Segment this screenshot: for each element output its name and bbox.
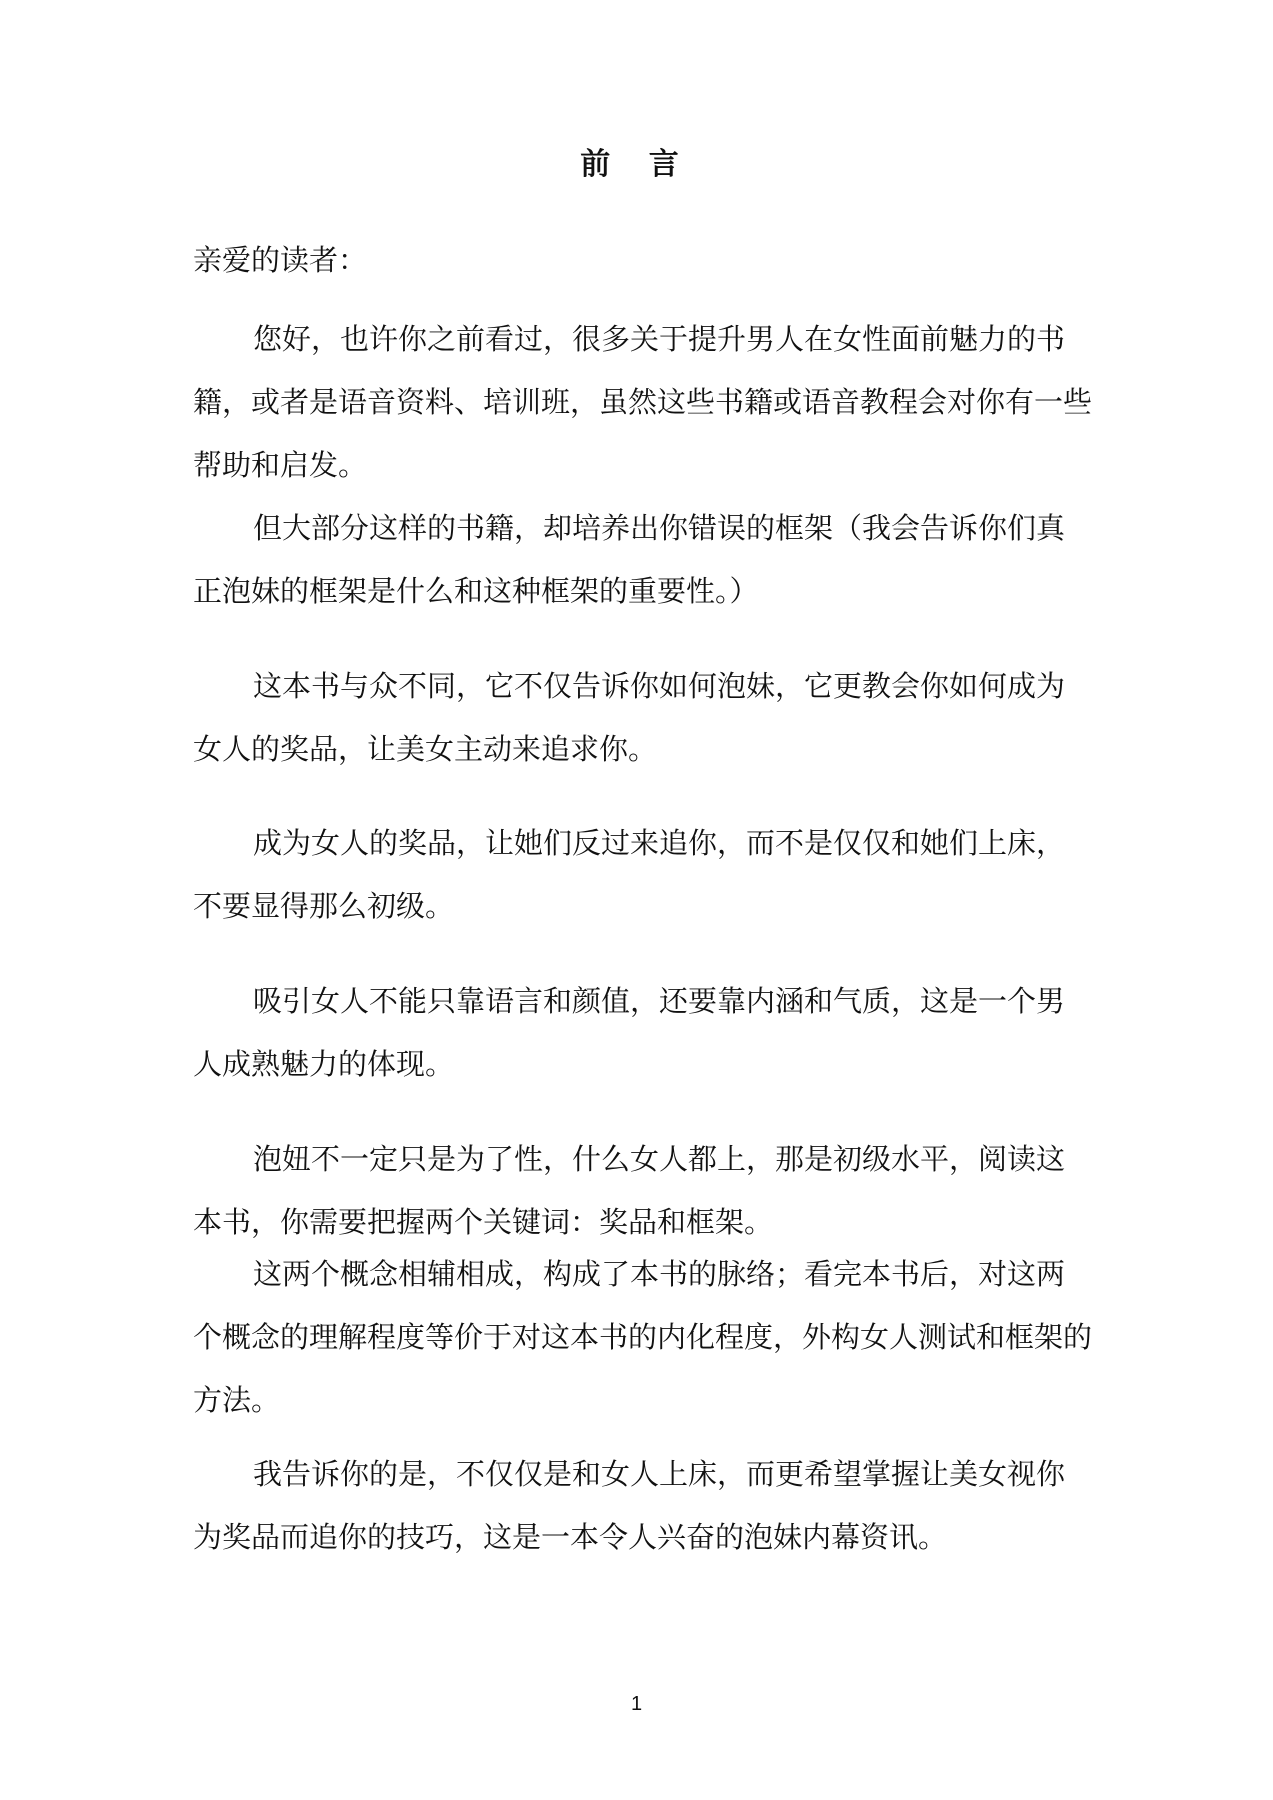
- paragraph-4: 成为女人的奖品，让她们反过来追你，而不是仅仅和她们上床，不要显得那么初级。: [193, 826, 1066, 923]
- page-number: 1: [630, 1693, 643, 1715]
- page-title: 前 言: [580, 147, 693, 182]
- paragraph-7: 这两个概念相辅相成，构成了本书的脉络；看完本书后，对这两个概念的理解程度等价于对这本书的内化程度，外构女人测试和框架的方法。: [193, 1257, 1093, 1417]
- paragraph-1: 您好，也许你之前看过，很多关于提升男人在女性面前魅力的书籍，或者是语音资料、培训班，虽然这些书籍或语音教程会对你有一些帮助和启发。: [193, 322, 1093, 482]
- paragraph-3: 这本书与众不同，它不仅告诉你如何泡妹，它更教会你如何成为女人的奖品，让美女主动来追求你。: [193, 669, 1066, 766]
- paragraph-8: 我告诉你的是，不仅仅是和女人上床，而更希望掌握让美女视你为奖品而追你的技巧，这是一本令人兴奋的泡妹内幕资讯。: [193, 1457, 1066, 1554]
- paragraph-2: 但大部分这样的书籍，却培养出你错误的框架（我会告诉你们真正泡妹的框架是什么和这种框架的重要性。）: [193, 511, 1066, 608]
- salutation: 亲爱的读者：: [193, 243, 368, 277]
- paragraph-5: 吸引女人不能只靠语言和颜值，还要靠内涵和气质，这是一个男人成熟魅力的体现。: [193, 984, 1066, 1081]
- paragraph-6: 泡妞不一定只是为了性，什么女人都上，那是初级水平，阅读这本书，你需要把握两个关键词：奖品和框架。: [193, 1142, 1066, 1239]
